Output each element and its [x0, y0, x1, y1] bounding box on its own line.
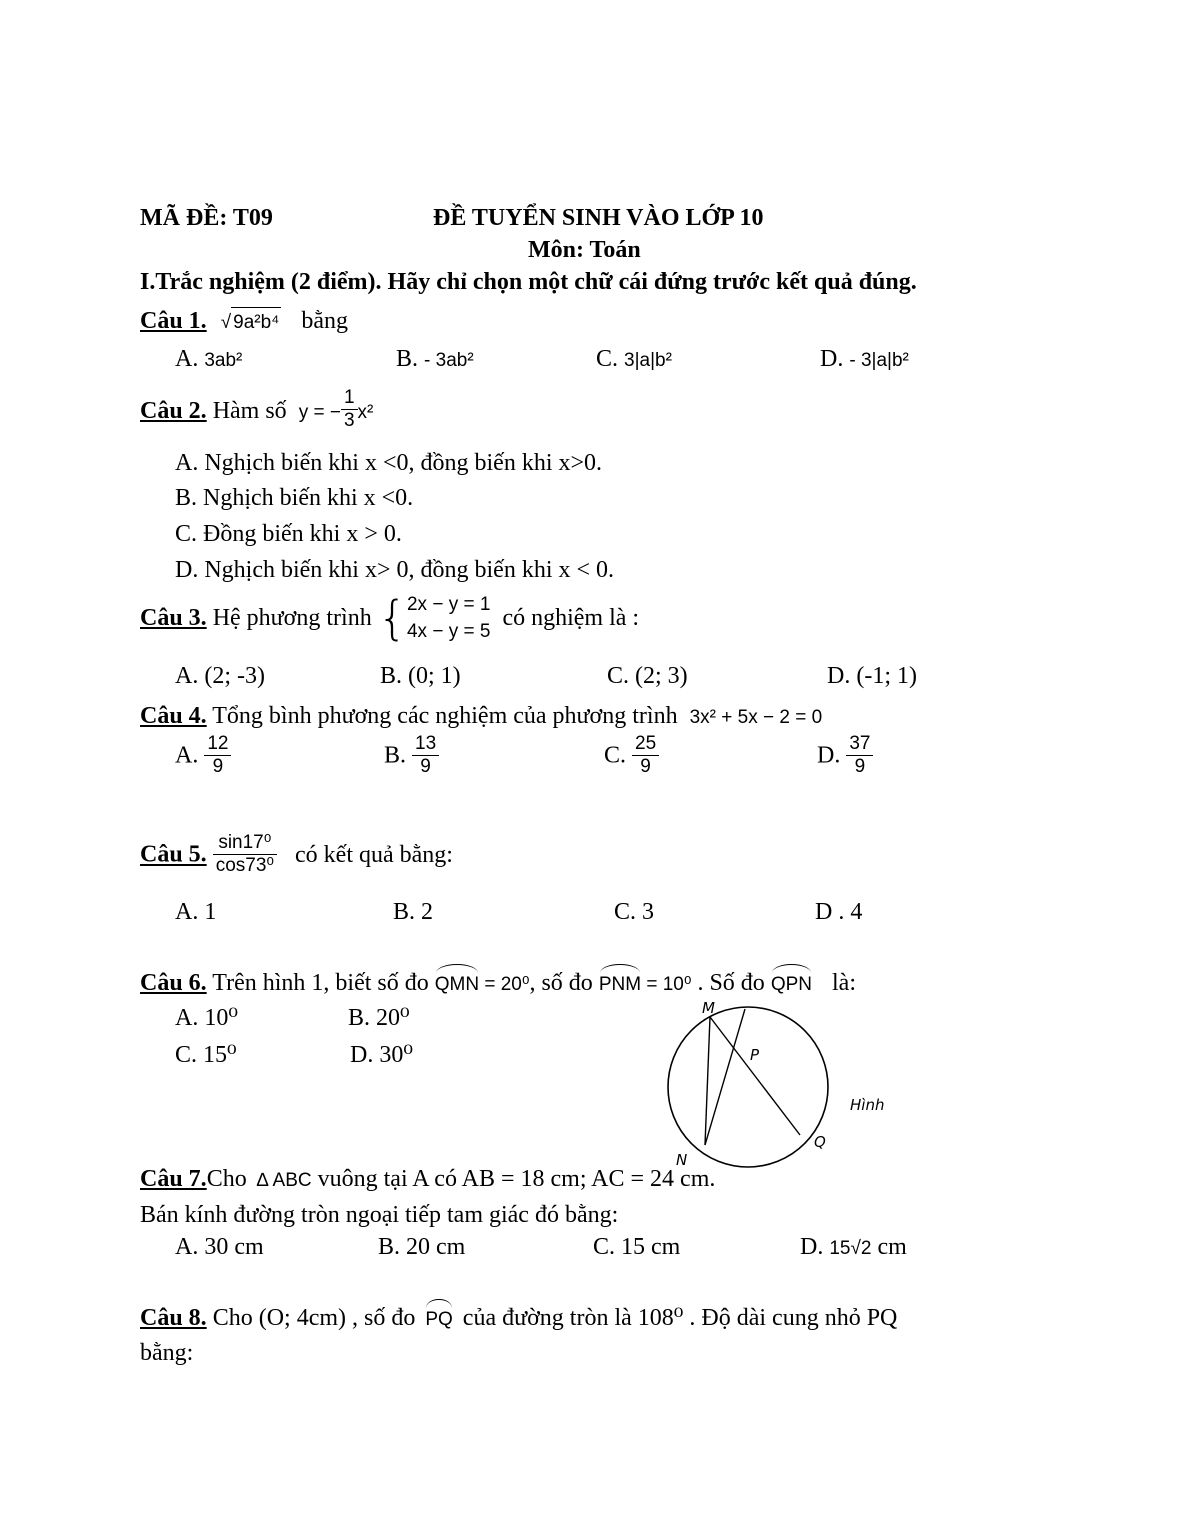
q5-option-a[interactable]: A. 1 [175, 899, 217, 925]
q5-option-c[interactable]: C. 3 [614, 899, 655, 925]
chord-pn [705, 1009, 745, 1145]
q3-option-d[interactable]: D. (-1; 1) [827, 663, 917, 689]
question-3: Câu 3. Hệ phương trình { 2x − y = 1 4x − y = 5 có nghiệm là : [140, 591, 640, 645]
question-4: Câu 4. Tổng bình phương các nghiệm của phương trình 3x² + 5x − 2 = 0 [140, 703, 823, 729]
question-2: Câu 2. Hàm số y = − $\frac{1}{3}$ x² [140, 387, 374, 431]
question-6: Câu 6. Trên hình 1, biết số đo QMN = 20⁰, số đo PNM = 10⁰ . Số đo QPN là: [140, 968, 856, 1000]
question-label: Câu 5. [140, 841, 207, 868]
chord-mq [710, 1017, 800, 1135]
question-label: Câu 7. [140, 1166, 207, 1192]
exam-subject: Môn: Toán [528, 237, 641, 263]
chord-mn [705, 1017, 710, 1145]
q7-option-b[interactable]: B. 20 cm [378, 1234, 466, 1260]
question-7: Câu 7.Cho ∆ ABC vuông tại A có AB = 18 cm; AC = 24 cm. [140, 1166, 716, 1192]
q5-option-d[interactable]: D . 4 [815, 899, 863, 925]
question-label: Câu 6. [140, 970, 207, 996]
question-5: Câu 5. $\frac{\text{sin17⁰}}{\text{cos73⁰}}$ có kết quả bằng: [140, 832, 453, 876]
question-label: Câu 1. [140, 308, 207, 334]
circle-figure [640, 995, 920, 1170]
question-1: Câu 1. √ 9a²b⁴ bằng [140, 306, 348, 338]
q5-option-b[interactable]: B. 2 [393, 899, 434, 925]
q2-option-a[interactable]: A. Nghịch biến khi x <0, đồng biến khi x>0. [175, 450, 603, 476]
q3-option-b[interactable]: B. (0; 1) [380, 663, 461, 689]
question-label: Câu 2. [140, 398, 207, 425]
q4-option-d[interactable]: D. $\frac{37}{9}$ [817, 733, 873, 778]
q3-option-c[interactable]: C. (2; 3) [607, 663, 688, 689]
exam-code: MÃ ĐỀ: T09 [140, 205, 273, 231]
brace: { [377, 591, 407, 645]
q4-option-b[interactable]: B. $\frac{13}{9}$ [384, 733, 439, 778]
q2-option-b[interactable]: B. Nghịch biến khi x <0. [175, 485, 414, 511]
label-q: Q [814, 1133, 826, 1151]
question-8: Câu 8. Cho (O; 4cm) , số đo PQ của đường tròn là 108⁰ . Độ dài cung nhỏ PQ [140, 1303, 897, 1335]
circle [668, 1007, 828, 1167]
q1-option-c[interactable]: C. 3|a|b² [596, 346, 672, 372]
q7-option-a[interactable]: A. 30 cm [175, 1234, 264, 1260]
q6-option-a[interactable]: A. 10⁰ [175, 1005, 238, 1031]
label-p: P [750, 1046, 760, 1064]
equation-system: 2x − y = 1 4x − y = 5 [406, 594, 491, 642]
sqrt-expression: √ 9a²b⁴ [221, 312, 282, 333]
q7-option-d[interactable]: D. 15√2 cm [800, 1234, 907, 1260]
label-n: N [676, 1151, 688, 1169]
q7-option-c[interactable]: C. 15 cm [593, 1234, 681, 1260]
q6-option-c[interactable]: C. 15⁰ [175, 1042, 237, 1068]
q2-option-d[interactable]: D. Nghịch biến khi x> 0, đồng biến khi x < 0. [175, 557, 615, 583]
q6-option-b[interactable]: B. 20⁰ [348, 1005, 410, 1031]
q6-option-d[interactable]: D. 30⁰ [350, 1042, 413, 1068]
q8-line2: bằng: [140, 1340, 194, 1366]
exam-title: ĐỀ TUYỂN SINH VÀO LỚP 10 [433, 205, 764, 231]
q4-option-a[interactable]: A. $\frac{12}{9}$ [175, 733, 231, 778]
q1-option-a[interactable]: A. 3ab² [175, 346, 243, 372]
figure-caption: Hình [850, 1096, 885, 1114]
question-label: Câu 4. [140, 703, 207, 729]
question-label: Câu 8. [140, 1305, 207, 1331]
q2-option-c[interactable]: C. Đồng biến khi x > 0. [175, 521, 402, 547]
section-heading: I.Trắc nghiệm (2 điểm). Hãy chỉ chọn một chữ cái đứng trước kết quả đúng. [140, 269, 917, 295]
q1-option-b[interactable]: B. - 3ab² [396, 346, 474, 372]
q7-line2: Bán kính đường tròn ngoại tiếp tam giác đó bằng: [140, 1202, 619, 1228]
question-label: Câu 3. [140, 605, 207, 631]
q3-option-a[interactable]: A. (2; -3) [175, 663, 265, 689]
label-m: M [702, 999, 715, 1017]
q4-option-c[interactable]: C. $\frac{25}{9}$ [604, 733, 659, 778]
q1-option-d[interactable]: D. - 3|a|b² [820, 346, 909, 372]
